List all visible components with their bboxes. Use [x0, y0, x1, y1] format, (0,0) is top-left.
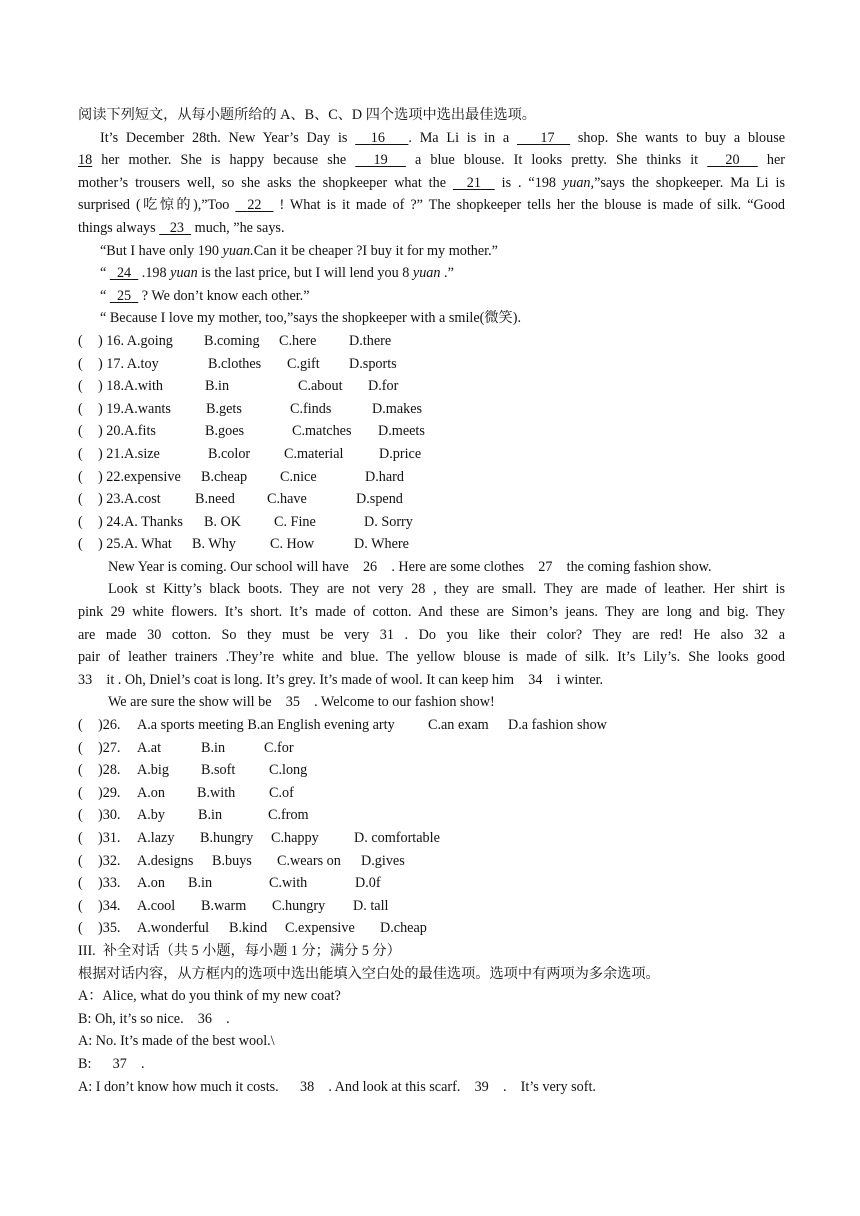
passage1-line: surprised (吃惊的),”Too 22 ! What is it made of ?” The shopkeeper tells her the blouse is made of silk. “Good: [78, 197, 785, 214]
passage2-line: Look st Kitty’s black boots. They are not very 28 , they are small. They are made of leather. Her shirt is: [108, 581, 785, 598]
question-item: ( ) 22.expensive B.cheap C.nice D.hard: [78, 468, 405, 485]
question-item: ( )31. A.lazy B.hungry C.happy D. comfortable: [78, 830, 440, 846]
passage1-line: 18 her mother. She is happy because she 19 a blue blouse. It looks pretty. She thinks it 20 her: [78, 152, 785, 169]
question-item: ( )29. A.on B.with C.of: [78, 784, 294, 801]
question-item: ( )35. A.wonderful B.kind C.expensive D.cheap: [78, 920, 427, 937]
question-item: ( ) 19.A.wants B.gets C.finds D.makes: [78, 400, 423, 417]
passage2-line: pair of leather trainers .They’re white and blue. The yellow blouse is made of silk. It’s Lily’s. She looks good: [78, 649, 785, 666]
blank-20: 20: [725, 152, 740, 169]
blank-18: 18: [78, 152, 93, 169]
passage1-line: It’s December 28th. New Year’s Day is 16 . Ma Li is in a 17 shop. She wants to buy a blouse: [100, 129, 785, 146]
passage1-line: “ 24 .198 yuan is the last price, but I will lend you 8 yuan .”: [100, 265, 454, 282]
question-item: ( )26. A.a sports meeting B.an English evening arty C.an exam D.a fashion show: [78, 717, 607, 734]
question-item: ( )33. A.on B.in C.with D.0f: [78, 875, 381, 892]
blank-24: 24: [116, 265, 132, 282]
passage2-line: pink 29 white flowers. It’s short. It’s made of cotton. And these are Simon’s jeans. They are long and big. They: [78, 604, 785, 621]
passage2-line: We are sure the show will be 35 . Welcome to our fashion show!: [108, 694, 495, 711]
dialogue-line: A: I don’t know how much it costs. 38 . And look at this scarf. 39 . It’s very soft.: [78, 1078, 596, 1095]
dialogue-line: B: 37 .: [78, 1055, 145, 1072]
question-list-16-25: [78, 330, 785, 556]
blank-22: 22: [247, 197, 262, 214]
passage1-line: mother’s trousers well, so she asks the shopkeeper what the 21 is . “198 yuan,”says the shopkeeper. Ma Li is: [78, 174, 785, 191]
passage2-line: 33 it . Oh, Dniel’s coat is long. It’s grey. It’s made of wool. It can keep him 34 i winter.: [78, 671, 604, 688]
dialogue-line: A：Alice, what do you think of my new coat?: [78, 988, 341, 1005]
section-instruction: 根据对话内容，从方框内的选项中选出能填入空白处的最佳选项。选项中有两项为多余选项。: [78, 965, 660, 982]
blank-23: 23: [169, 219, 185, 236]
question-item: ( )34. A.cool B.warm C.hungry D. tall: [78, 897, 389, 914]
passage1-line: “ 25 ? We don’t know each other.”: [100, 287, 310, 304]
question-item: ( ) 20.A.fits B.goes C.matches D.meets: [78, 423, 425, 440]
dialogue-line: A: No. It’s made of the best wool.\: [78, 1033, 275, 1050]
passage1-line: “ Because I love my mother, too,”says the shopkeeper with a smile(微笑).: [100, 310, 521, 327]
passage1-line: things always 23 much, ”he says.: [78, 219, 285, 236]
passage1-line: “But I have only 190 yuan.Can it be cheaper ?I buy it for my mother.”: [100, 242, 498, 259]
blank-25: 25: [116, 287, 132, 304]
document-page: [78, 104, 785, 1098]
blank-17: 17: [540, 129, 555, 146]
passage2-line: are made 30 cotton. So they must be very 31 . Do you like their color? They are red! He also 32 a: [78, 626, 785, 643]
question-item: ( ) 25.A. What B. Why C. How D. Where: [78, 536, 409, 553]
dialogue-line: B: Oh, it’s so nice. 36 .: [78, 1010, 230, 1027]
blank-16: 16: [370, 129, 385, 146]
instruction-reading: 阅读下列短文，从每小题所给的 A、B、C、D 四个选项中选出最佳选项。: [78, 107, 536, 123]
section-heading: III. 补全对话（共 5 小题，每小题 1 分；满分 5 分）: [78, 942, 401, 959]
question-item: ( )27. A.at B.in C.for: [78, 739, 294, 756]
question-item: ( )28. A.big B.soft C.long: [78, 762, 308, 779]
question-item: ( ) 16. A.going B.coming C.here D.there: [78, 332, 392, 349]
question-item: ( )30. A.by B.in C.from: [78, 807, 309, 824]
passage2-line: New Year is coming. Our school will have 26 . Here are some clothes 27 the coming fashion show.: [108, 558, 712, 575]
question-list-26-35: [78, 714, 785, 940]
blank-19: 19: [373, 152, 388, 169]
question-item: ( ) 17. A.toy B.clothes C.gift D.sports: [78, 355, 397, 372]
question-item: ( ) 24.A. Thanks B. OK C. Fine D. Sorry: [78, 513, 413, 530]
question-item: ( ) 21.A.size B.color C.material D.price: [78, 445, 422, 462]
blank-21: 21: [466, 174, 481, 191]
question-item: ( ) 18.A.with B.in C.about D.for: [78, 378, 399, 395]
question-item: ( ) 23.A.cost B.need C.have D.spend: [78, 491, 403, 508]
question-item: ( )32. A.designs B.buys C.wears on D.gives: [78, 852, 405, 869]
